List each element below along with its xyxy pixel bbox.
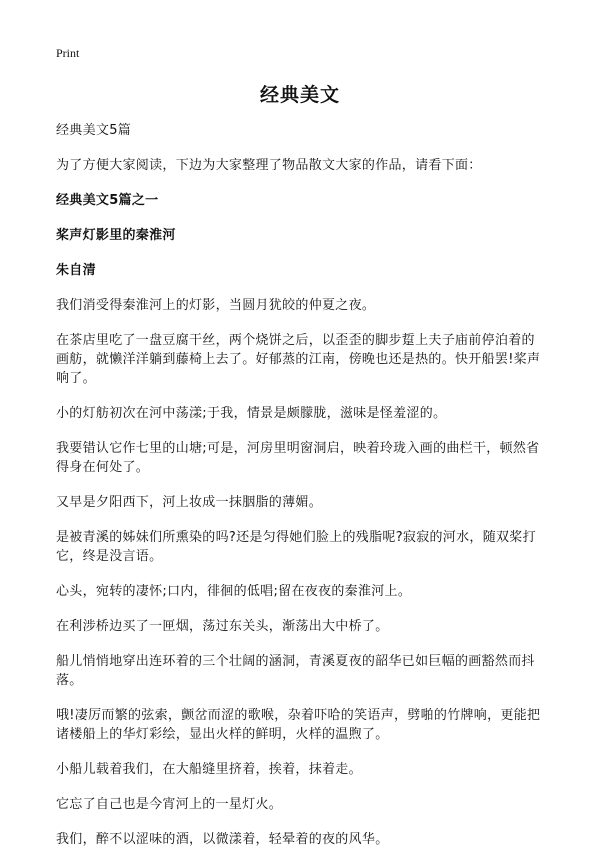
paragraph: 小船儿载着我们，在大船缝里挤着，挨着，抹着走。 <box>56 762 362 777</box>
paragraph: 心头，宛转的凄怀;口内，徘徊的低唱;留在夜夜的秦淮河上。 <box>56 584 412 599</box>
paragraph: 在茶店里吃了一盘豆腐干丝，两个烧饼之后，以歪歪的脚步踅上夫子庙前停泊着的画舫，就懒洋洋躺到藤椅上去了。好郁蒸的江南，傍晚也还是热的。快开船罢!桨声响了。 <box>56 333 541 386</box>
paragraph: 我们，醉不以涩味的酒，以微漾着，轻晕着的夜的风华。 <box>56 832 389 847</box>
paragraph: 哦!凄厉而繁的弦索，颤岔而涩的歌喉，杂着吓哈的笑语声，劈啪的竹牌响，更能把诸楼船上的华灯彩绘，显出火样的鲜明，火样的温煦了。 <box>56 708 541 742</box>
paragraph: 小的灯舫初次在河中荡漾;于我，情景是颇朦胧，滋味是怪羞涩的。 <box>56 406 447 421</box>
paragraph: 是被青溪的姊妹们所熏染的吗?还是匀得她们脸上的残脂呢?寂寂的河水，随双桨打它，终是没言语。 <box>56 530 536 564</box>
paragraph: 在利涉桥边买了一匣烟，荡过东关头，渐荡出大中桥了。 <box>56 619 389 634</box>
paragraph: 船儿悄悄地穿出连环着的三个壮阔的涵洞，青溪夏夜的韶华已如巨幅的画豁然而抖落。 <box>56 654 535 688</box>
print-link[interactable]: Print <box>56 46 80 60</box>
paragraph: 我们消受得秦淮河上的灯影，当圆月犹皎的仲夏之夜。 <box>56 298 376 313</box>
paragraph: 它忘了自己也是今宵河上的一星灯火。 <box>56 797 283 812</box>
paragraph: 又早是夕阳西下，河上妆成一抹胭脂的薄媚。 <box>56 495 323 510</box>
article-title: 桨声灯影里的秦淮河 <box>56 228 176 243</box>
section-heading: 经典美文5篇之一 <box>56 193 159 208</box>
paragraph: 我要错认它作七里的山塘;可是，河房里明窗洞启，映着玲珑入画的曲栏干，顿然省得身在何处了。 <box>56 441 540 475</box>
article-content <box>56 121 548 865</box>
author-name: 朱自清 <box>56 263 96 278</box>
intro-text: 为了方便大家阅读，下边为大家整理了物品散文大家的作品，请看下面： <box>56 158 482 173</box>
subtitle: 经典美文5篇 <box>56 123 132 138</box>
page-title: 经典美文 <box>259 84 340 106</box>
